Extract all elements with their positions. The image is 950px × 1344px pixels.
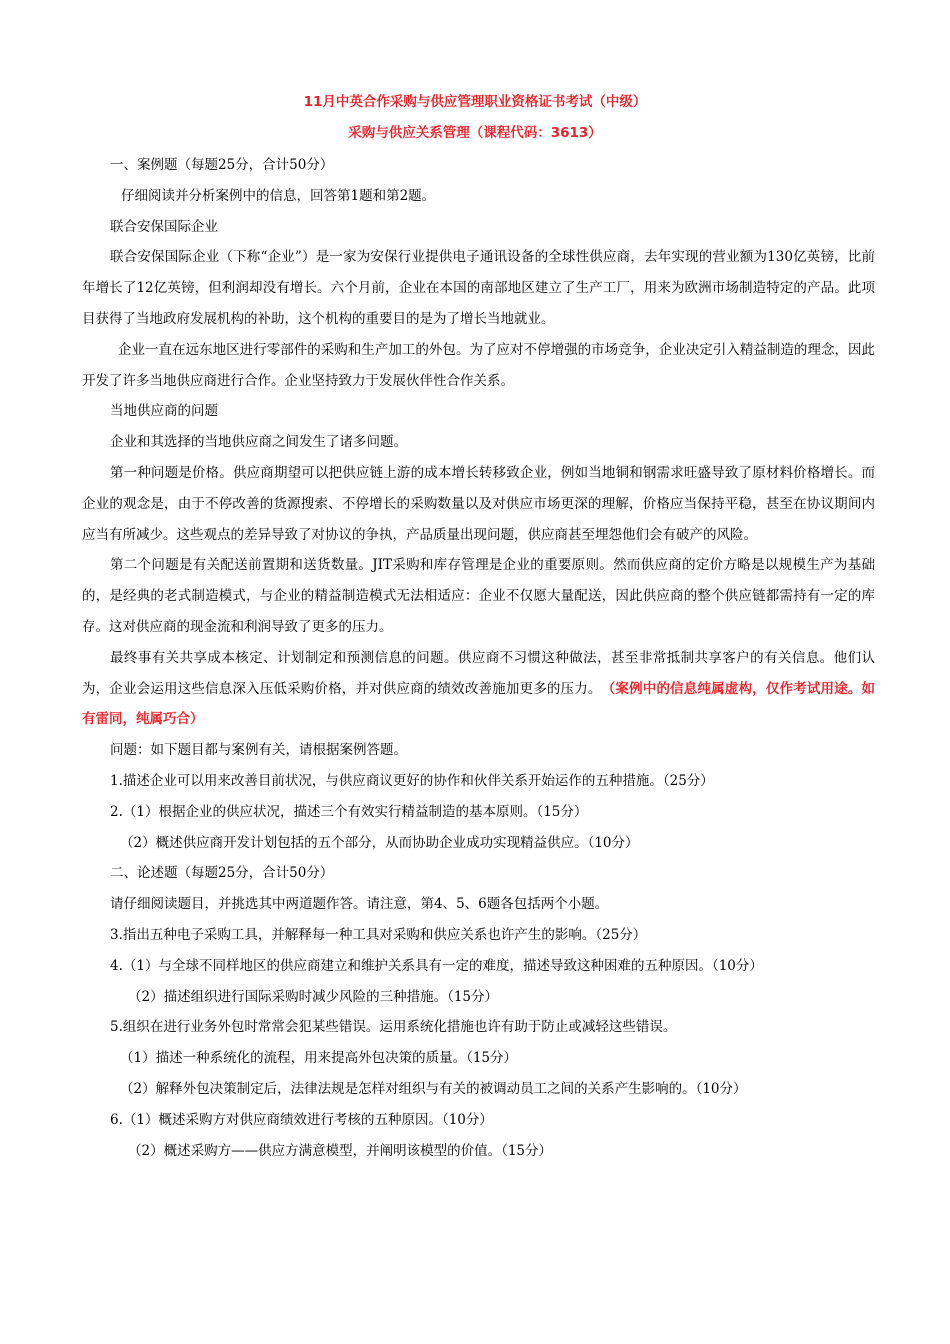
- essay-instruction: 请仔细阅读题目，并挑选其中两道题作答。请注意，第4、5、6题各包括两个小题。: [110, 896, 609, 913]
- question-2-part-2: （2）概述供应商开发计划包括的五个部分，从而协助企业成功实现精益供应。（10分）: [120, 834, 639, 851]
- question-5: 5.组织在进行业务外包时常常会犯某些错误。运用系统化措施也许有助于防止或减轻这些错误。: [110, 1019, 677, 1036]
- question-6-part-2: （2）概述采购方——供应方满意模型，并阐明该模型的价值。（15分）: [128, 1142, 553, 1159]
- section1-heading: 一、案例题（每题25分，合计50分）: [110, 157, 334, 173]
- case-title: 联合安保国际企业: [110, 218, 218, 235]
- case-subheading: 当地供应商的问题: [110, 403, 218, 420]
- case-disclaimer: （案例中的信息纯属虚构，仅作考试用途。如有雷同，纯属巧合）: [82, 680, 876, 728]
- case-instruction: 仔细阅读并分析案例中的信息，回答第1题和第2题。: [121, 187, 436, 204]
- question-3: 3.指出五种电子采购工具，并解释每一种工具对采购和供应关系也许产生的影响。（25分）: [110, 926, 647, 943]
- document-body: [82, 150, 876, 1166]
- case-paragraph-2: 企业一直在远东地区进行零部件的采购和生产加工的外包。为了应对不停增强的市场竞争，企业决定引入精益制造的理念，因此开发了许多当地供应商进行合作。企业坚持致力于发展伙伴性合作关系。: [82, 341, 875, 389]
- case-paragraph-4: 第一种问题是价格。供应商期望可以把供应链上游的成本增长转移致企业，例如当地铜和钢需求旺盛导致了原材料价格增长。而企业的观念是，由于不停改善的货源搜索、不停增长的采购数量以及对供应市场更深的理解，价格应当保持平稳，甚至在协议期间内应当有所减少。这些观点的差异导致了对协议的争执，产品质量出现问题，供应商甚至埋怨他们会有破产的风险。: [82, 464, 875, 543]
- question-5-part-1: （1）描述一种系统化的流程，用来提高外包决策的质量。（15分）: [120, 1050, 518, 1067]
- question-4-part-1: 4.（1）与全球不同样地区的供应商建立和维护关系具有一定的难度，描述导致这种困难的五种原因。（10分）: [110, 957, 763, 974]
- question-6-part-1: 6.（1）概述采购方对供应商绩效进行考核的五种原因。（10分）: [110, 1111, 493, 1128]
- document-subtitle: 采购与供应关系管理（课程代码：3613）: [348, 125, 602, 141]
- question-4-part-2: （2）描述组织进行国际采购时减少风险的三种措施。（15分）: [128, 988, 499, 1005]
- question-2-part-1: 2.（1）根据企业的供应状况，描述三个有效实行精益制造的基本原则。（15分）: [110, 803, 588, 820]
- section2-heading: 二、论述题（每题25分，合计50分）: [110, 865, 334, 882]
- question-5-part-2: （2）解释外包决策制定后，法律法规是怎样对组织与有关的被调动员工之间的关系产生影响的。（10分）: [120, 1080, 747, 1097]
- case-paragraph-6: [82, 643, 875, 735]
- case-paragraph-6-text: 最终事有关共享成本核定、计划制定和预测信息的问题。供应商不习惯这种做法，甚至非常抵制共享客户的有关信息。他们认为，企业会运用这些信息深入压低采购价格，并对供应商的绩效改善施加更多的压力。: [82, 649, 875, 697]
- case-paragraph-1: 联合安保国际企业（下称“企业”）是一家为安保行业提供电子通讯设备的全球性供应商，去年实现的营业额为130亿英镑，比前年增长了12亿英镑，但利润却没有增长。六个月前，企业在本国的南部地区建立了生产工厂，用来为欧洲市场制造特定的产品。此项目获得了当地政府发展机构的补助，这个机构的重要目的是为了增长当地就业。: [82, 249, 875, 327]
- case-paragraph-3: 企业和其选择的当地供应商之间发生了诸多问题。: [110, 434, 407, 451]
- questions-intro: 问题：如下题目都与案例有关，请根据案例答题。: [110, 742, 407, 759]
- case-paragraph-5: 第二个问题是有关配送前置期和送货数量。JIT采购和库存管理是企业的重要原则。然而供应商的定价方略是以规模生产为基础的，是经典的老式制造模式，与企业的精益制造模式无法相适应：企业不仅愿大量配送，因此供应商的整个供应链都需持有一定的库存。这对供应商的现金流和利润导致了更多的压力。: [82, 557, 875, 635]
- document-title: 11月中英合作采购与供应管理职业资格证书考试（中级）: [303, 94, 647, 110]
- question-1: 1.描述企业可以用来改善目前状况，与供应商议更好的协作和伙伴关系开始运作的五种措施。（25分）: [110, 772, 714, 789]
